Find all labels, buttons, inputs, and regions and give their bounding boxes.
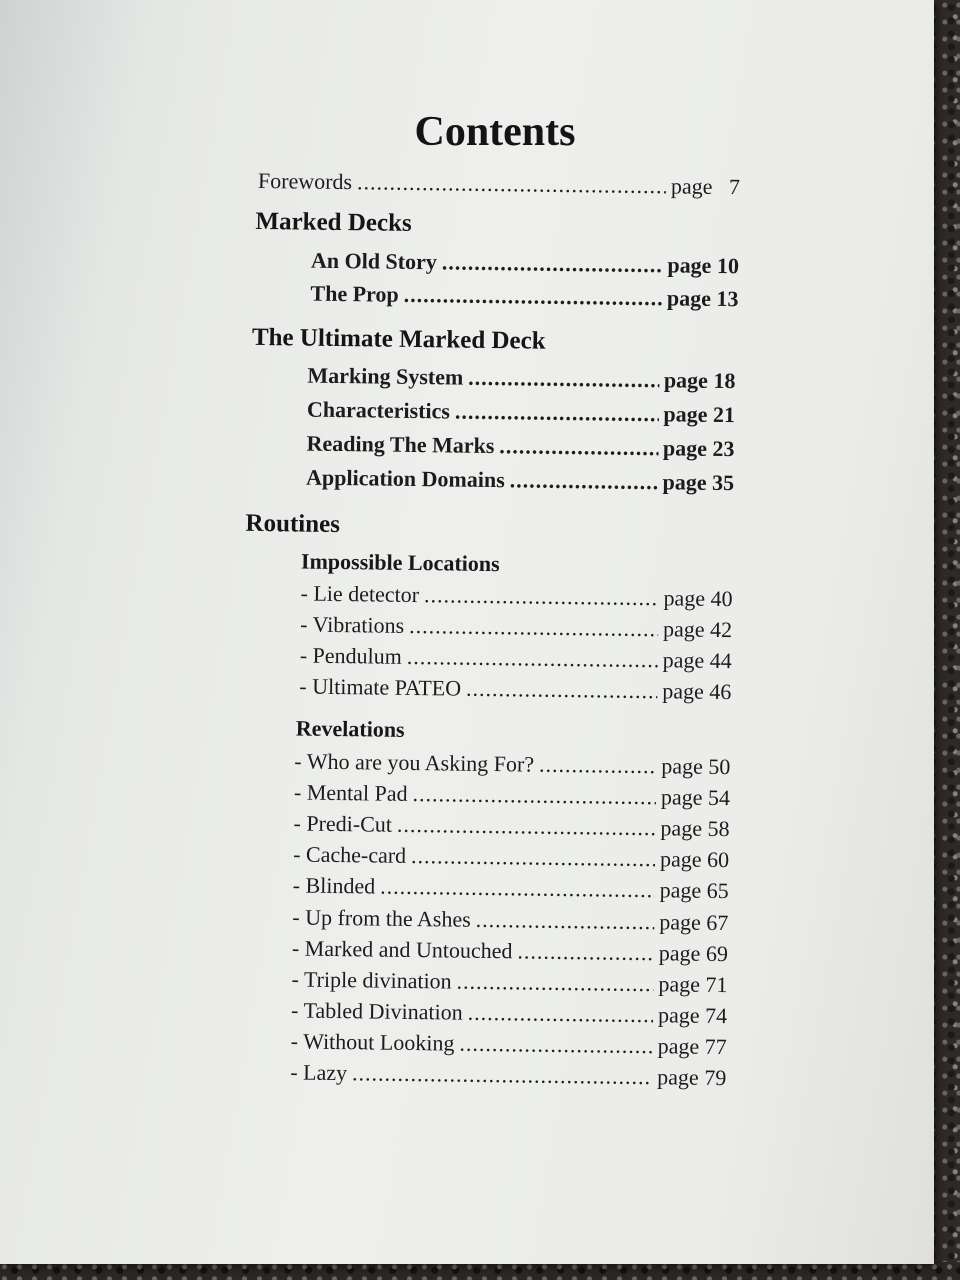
toc-entry-page: page 77 — [657, 1033, 727, 1060]
toc-entry-title: An Old Story — [310, 247, 438, 275]
section-heading-ultimate-marked-deck: The Ultimate Marked Deck — [251, 323, 546, 355]
toc-entry — [293, 809, 729, 843]
dot-leader — [468, 999, 654, 1029]
toc-entry-title: - Who are you Asking For? — [294, 748, 535, 777]
dot-leader — [412, 780, 656, 811]
dot-leader — [539, 751, 657, 781]
toc-entry-title: - Marked and Untouched — [291, 935, 513, 964]
toc-entry-page: page 13 — [666, 285, 739, 312]
dot-leader — [466, 675, 658, 706]
dot-leader — [456, 968, 653, 999]
toc-entry-page: page 60 — [659, 846, 730, 873]
toc-entry-title: - Ultimate PATEO — [299, 673, 462, 701]
section-heading-marked-decks: Marked Decks — [255, 207, 412, 237]
toc-entry — [300, 642, 732, 676]
dot-leader — [397, 811, 656, 842]
toc-entry — [299, 673, 731, 707]
dot-leader — [499, 432, 658, 462]
dot-leader — [455, 398, 659, 429]
dot-leader — [380, 873, 655, 905]
dot-leader — [409, 612, 658, 643]
toc-entry — [310, 280, 738, 314]
toc-entry-page: page 44 — [662, 647, 732, 674]
toc-entry — [307, 396, 735, 430]
toc-entry-page: page 42 — [662, 616, 733, 643]
toc-entry-title: - Predi-Cut — [293, 810, 393, 837]
dot-leader — [476, 906, 655, 936]
toc-entry-page: page 50 — [661, 753, 731, 780]
dot-leader — [352, 1059, 653, 1091]
contents-heading: Contents — [414, 109, 576, 155]
toc-entry — [300, 580, 732, 614]
toc-entry-page: page 10 — [667, 252, 740, 279]
toc-entry-page: page 18 — [663, 367, 736, 394]
toc-entry-title: The Prop — [310, 280, 399, 307]
toc-entry-page: page 58 — [660, 815, 730, 842]
subsection-heading-revelations: Revelations — [295, 715, 405, 742]
toc-entry — [294, 747, 730, 781]
toc-entry-page: page 54 — [660, 784, 731, 811]
toc-entry-title: Reading The Marks — [306, 430, 495, 459]
toc-entry-title: - Blinded — [292, 872, 376, 899]
toc-entry-title: - Lazy — [290, 1059, 348, 1086]
dot-leader — [517, 937, 654, 967]
toc-entry-title: - Vibrations — [300, 611, 405, 638]
dot-leader — [357, 168, 666, 200]
dot-leader — [442, 248, 663, 279]
dot-leader — [411, 842, 655, 873]
dot-leader — [424, 581, 659, 612]
toc-entry — [290, 1058, 726, 1092]
toc-entry-title: - Pendulum — [299, 642, 403, 669]
toc-entry-page: page 71 — [658, 971, 728, 998]
dot-leader — [468, 364, 659, 394]
toc-entry-forewords — [258, 167, 740, 201]
toc-entry — [291, 996, 727, 1030]
toc-entry-title: Forewords — [257, 167, 353, 195]
dot-leader — [407, 643, 658, 674]
toc-entry-page: page 21 — [663, 401, 736, 428]
toc-entry — [291, 965, 727, 999]
toc-entry-page: page 40 — [663, 585, 733, 612]
toc-entry-page: page 23 — [662, 435, 735, 462]
toc-entry — [300, 611, 732, 645]
toc-entry-page: page 7 — [670, 173, 741, 200]
toc-entry-title: - Without Looking — [290, 1028, 455, 1056]
toc-entry-title: - Triple divination — [291, 966, 452, 994]
dot-leader — [459, 1030, 653, 1061]
toc-entry-page: page 74 — [657, 1002, 728, 1029]
toc-entry — [307, 362, 735, 396]
toc-entry-page: page 79 — [657, 1064, 727, 1091]
toc-entry-title: Characteristics — [306, 396, 451, 424]
toc-entry-title: - Mental Pad — [293, 779, 408, 806]
toc-entry — [292, 934, 728, 968]
toc-entry-title: Marking System — [307, 362, 464, 390]
toc-entry — [306, 464, 734, 498]
toc-entry — [294, 778, 730, 812]
toc-entry-page: page 67 — [659, 909, 729, 936]
toc-entry-page: page 65 — [659, 877, 729, 904]
toc-entry-title: - Up from the Ashes — [292, 904, 471, 932]
toc-entry-title: - Cache-card — [293, 841, 407, 868]
toc-entry — [311, 247, 739, 281]
toc-entry-page: page 35 — [662, 469, 735, 496]
dot-leader — [404, 281, 663, 312]
toc-entry — [291, 1027, 727, 1061]
toc-entry-title: Application Domains — [305, 464, 505, 493]
toc-entry-title: - Lie detector — [300, 580, 420, 608]
toc-entry — [293, 840, 729, 874]
toc-entry-title: - Tabled Divination — [290, 997, 463, 1025]
toc-entry — [306, 430, 734, 464]
toc-entry-page: page 46 — [662, 678, 732, 705]
toc-entry — [292, 903, 728, 937]
toc-entry — [293, 871, 729, 905]
section-heading-routines: Routines — [245, 509, 341, 539]
dot-leader — [510, 466, 658, 496]
toc-entry-page: page 69 — [658, 940, 729, 967]
subsection-heading-impossible-locations: Impossible Locations — [300, 548, 500, 577]
